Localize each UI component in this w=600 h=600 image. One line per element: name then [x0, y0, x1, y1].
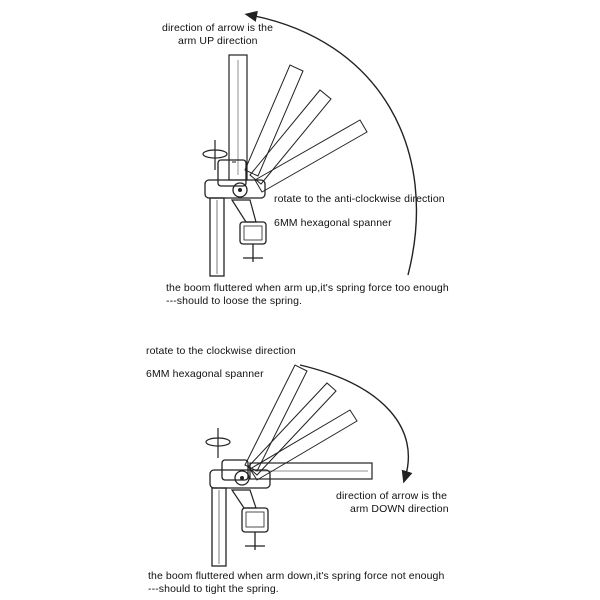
bottom-direction-arrow — [300, 365, 408, 478]
top-note-line2: ---should to loose the spring. — [166, 295, 303, 307]
top-arm-illustration — [203, 15, 416, 276]
top-spanner-label: 6MM hexagonal spanner — [274, 217, 392, 229]
top-arrow-caption-line2: arm UP direction — [178, 35, 258, 47]
bottom-arrow-caption-line2: arm DOWN direction — [350, 503, 449, 515]
bottom-arrow-caption-line1: direction of arrow is the — [336, 490, 448, 502]
bottom-spanner-label: 6MM hexagonal spanner — [146, 368, 264, 380]
top-arrow-caption-line1: direction of arrow is the — [162, 22, 274, 34]
bottom-rotate-label: rotate to the clockwise direction — [146, 345, 296, 357]
top-note-line1: the boom fluttered when arm up,it's spring force too enough — [166, 282, 449, 294]
top-rotate-label: rotate to the anti-clockwise direction — [274, 193, 445, 205]
bottom-note-line1: the boom fluttered when arm down,it's spring force not enough — [148, 570, 445, 582]
bottom-note-line2: ---should to tight the spring. — [148, 583, 279, 595]
bottom-arm-illustration — [206, 365, 408, 566]
